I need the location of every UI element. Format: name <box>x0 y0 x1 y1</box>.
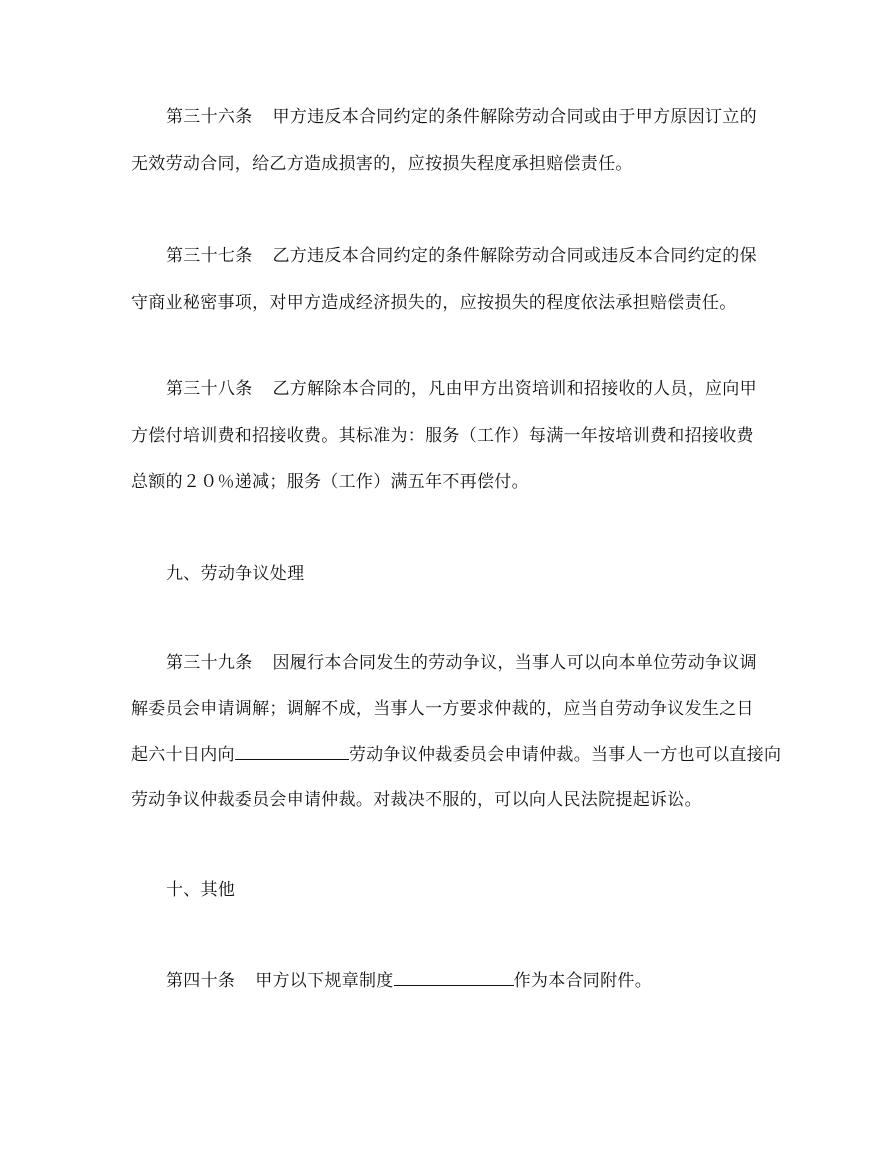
article-38-line-2: 方偿付培训费和招接收费。其标准为：服务（工作）每满一年按培训费和招接收费 <box>131 426 754 446</box>
article-39-text-1: 因履行本合同发生的劳动争议，当事人可以向本单位劳动争议调 <box>272 653 757 673</box>
article-39-label: 第三十九条 <box>166 653 253 673</box>
article-39-text-3a: 起六十日内向 <box>131 745 235 765</box>
article-36-label: 第三十六条 <box>166 107 253 127</box>
article-39-line-4: 劳动争议仲裁委员会申请仲裁。对裁决不服的，可以向人民法院提起诉讼。 <box>131 790 702 810</box>
article-39-text-3b: 劳动争议仲裁委员会申请仲裁。当事人一方也可以直接向 <box>348 745 782 765</box>
article-38-line-1 <box>166 378 757 400</box>
article-39-line-1 <box>166 652 757 674</box>
article-40-text-b: 作为本合同附件。 <box>513 971 653 991</box>
article-36-line-2: 无效劳动合同，给乙方造成损害的，应按损失程度承担赔偿责任。 <box>131 154 633 174</box>
article-38-label: 第三十八条 <box>166 379 253 399</box>
article-39-line-2: 解委员会申请调解；调解不成，当事人一方要求仲裁的，应当自劳动争议发生之日 <box>131 699 754 719</box>
article-37-label: 第三十七条 <box>166 246 253 266</box>
article-37-line-1 <box>166 245 757 267</box>
article-39-line-3 <box>131 743 781 766</box>
article-36-text-1: 甲方违反本合同约定的条件解除劳动合同或由于甲方原因订立的 <box>272 107 757 127</box>
section-10-heading: 十、其他 <box>166 880 236 900</box>
article-38-line-3: 总额的２０％递减；服务（工作）满五年不再偿付。 <box>131 472 529 492</box>
article-40-line-1 <box>166 969 652 992</box>
article-40-label: 第四十条 <box>166 971 236 991</box>
article-38-text-1: 乙方解除本合同的，凡由甲方出资培训和招接收的人员，应向甲 <box>272 379 757 399</box>
article-37-text-1: 乙方违反本合同约定的条件解除劳动合同或违反本合同约定的保 <box>272 246 757 266</box>
section-9-heading: 九、劳动争议处理 <box>166 564 305 584</box>
regulations-blank[interactable] <box>394 969 514 986</box>
article-36-line-1 <box>166 106 757 128</box>
article-37-line-2: 守商业秘密事项，对甲方造成经济损失的，应按损失的程度依法承担赔偿责任。 <box>131 293 737 313</box>
article-40-text-a: 甲方以下规章制度 <box>255 971 394 991</box>
arbitration-committee-blank[interactable] <box>235 743 349 760</box>
